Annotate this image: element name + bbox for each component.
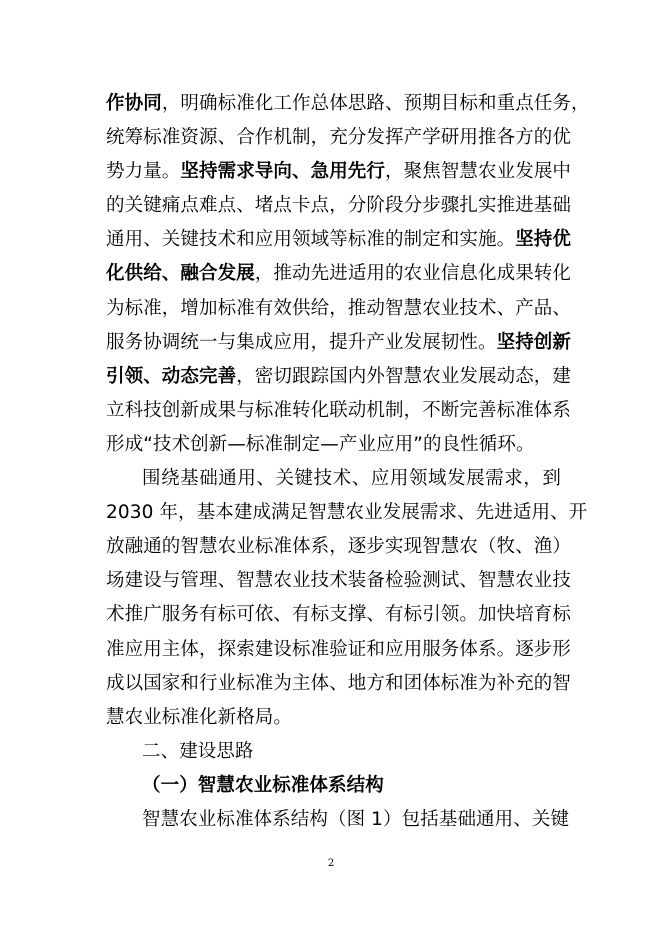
text-run: 统筹标准资源、合作机制，充分发挥产学研用推各方的优	[106, 127, 572, 149]
paragraph	[106, 803, 570, 837]
paragraph	[106, 735, 561, 769]
text-line	[106, 803, 570, 837]
text-line	[106, 633, 572, 667]
text-run: 势力量。	[106, 161, 181, 183]
text-run: 围绕基础通用、关键技术、应用领域发展需求，到	[142, 468, 561, 490]
text-run: 慧农业标准化新格局。	[106, 706, 293, 728]
text-run: 准应用主体，探索建设标准验证和应用服务体系。逐步形	[106, 638, 572, 660]
text-line	[106, 360, 572, 394]
bold-text: 坚持需求导向、急用先行	[180, 161, 386, 183]
text-line	[106, 769, 561, 803]
text-run: ，聚焦智慧农业发展中	[385, 161, 572, 183]
text-run: 智慧农业标准体系结构（图 1）包括基础通用、关键	[142, 808, 570, 830]
text-run: 立科技创新成果与标准转化联动机制，不断完善标准体系	[106, 399, 572, 421]
text-run: 为标准，增加标准有效供给，推动智慧农业技术、产品、	[106, 297, 572, 319]
text-line	[106, 428, 561, 462]
text-run: ，推动先进适用的农业信息化成果转化	[254, 263, 572, 285]
text-run: 服务协调统一与集成应用，提升产业发展韧性。	[106, 331, 497, 353]
text-line	[106, 530, 572, 564]
text-line	[106, 701, 561, 735]
bold-text: （一）智慧农业标准体系结构	[142, 774, 384, 796]
text-line	[106, 735, 561, 769]
bold-text: 作协同	[106, 93, 162, 114]
text-run: ，明确标准化工作总体思路、预期目标和重点任务，	[161, 93, 590, 114]
text-run: 2030 年，基本建成满足智慧农业发展需求、先进适用、开	[106, 502, 588, 524]
text-line	[106, 394, 572, 428]
bold-text: 坚持优	[515, 229, 572, 251]
paragraph	[106, 769, 561, 803]
text-run: 的关键痛点难点、堵点卡点，分阶段分步骤扎实推进基础	[106, 195, 572, 217]
text-run: 成以国家和行业标准为主体、地方和团体标准为补充的智	[106, 672, 572, 694]
text-line	[106, 598, 572, 632]
text-line	[106, 462, 561, 496]
text-line	[106, 121, 572, 155]
text-line	[106, 667, 572, 701]
text-run: 通用、关键技术和应用领域等标准的制定和实施。	[106, 229, 516, 251]
bold-text: 坚持创新	[496, 331, 572, 353]
text-line	[106, 87, 590, 121]
text-run: 场建设与管理、智慧农业技术装备检验测试、智慧农业技	[106, 570, 572, 592]
text-line	[106, 292, 572, 326]
paragraph	[106, 462, 588, 735]
body-text	[106, 87, 590, 837]
text-line	[106, 326, 572, 360]
text-run: 二、建设思路	[142, 740, 254, 762]
text-line	[106, 564, 572, 598]
text-line	[106, 496, 588, 530]
text-run: 形成“技术创新—标准制定—产业应用”的良性循环。	[106, 433, 535, 455]
bold-text: 化供给、融合发展	[106, 263, 255, 285]
bold-text: 引领、动态完善	[106, 365, 237, 387]
text-run: 放融通的智慧农业标准体系，逐步实现智慧农（牧、渔）	[106, 536, 572, 558]
text-line	[106, 189, 572, 223]
paragraph	[106, 87, 590, 462]
text-line	[106, 257, 572, 291]
text-line	[106, 155, 572, 189]
text-run: 术推广服务有标可依、有标支撑、有标引领。加快培育标	[106, 604, 572, 626]
text-run: ，密切跟踪国内外智慧农业发展动态，建	[236, 365, 572, 387]
text-line	[106, 223, 572, 257]
page-number: 2	[327, 858, 335, 869]
